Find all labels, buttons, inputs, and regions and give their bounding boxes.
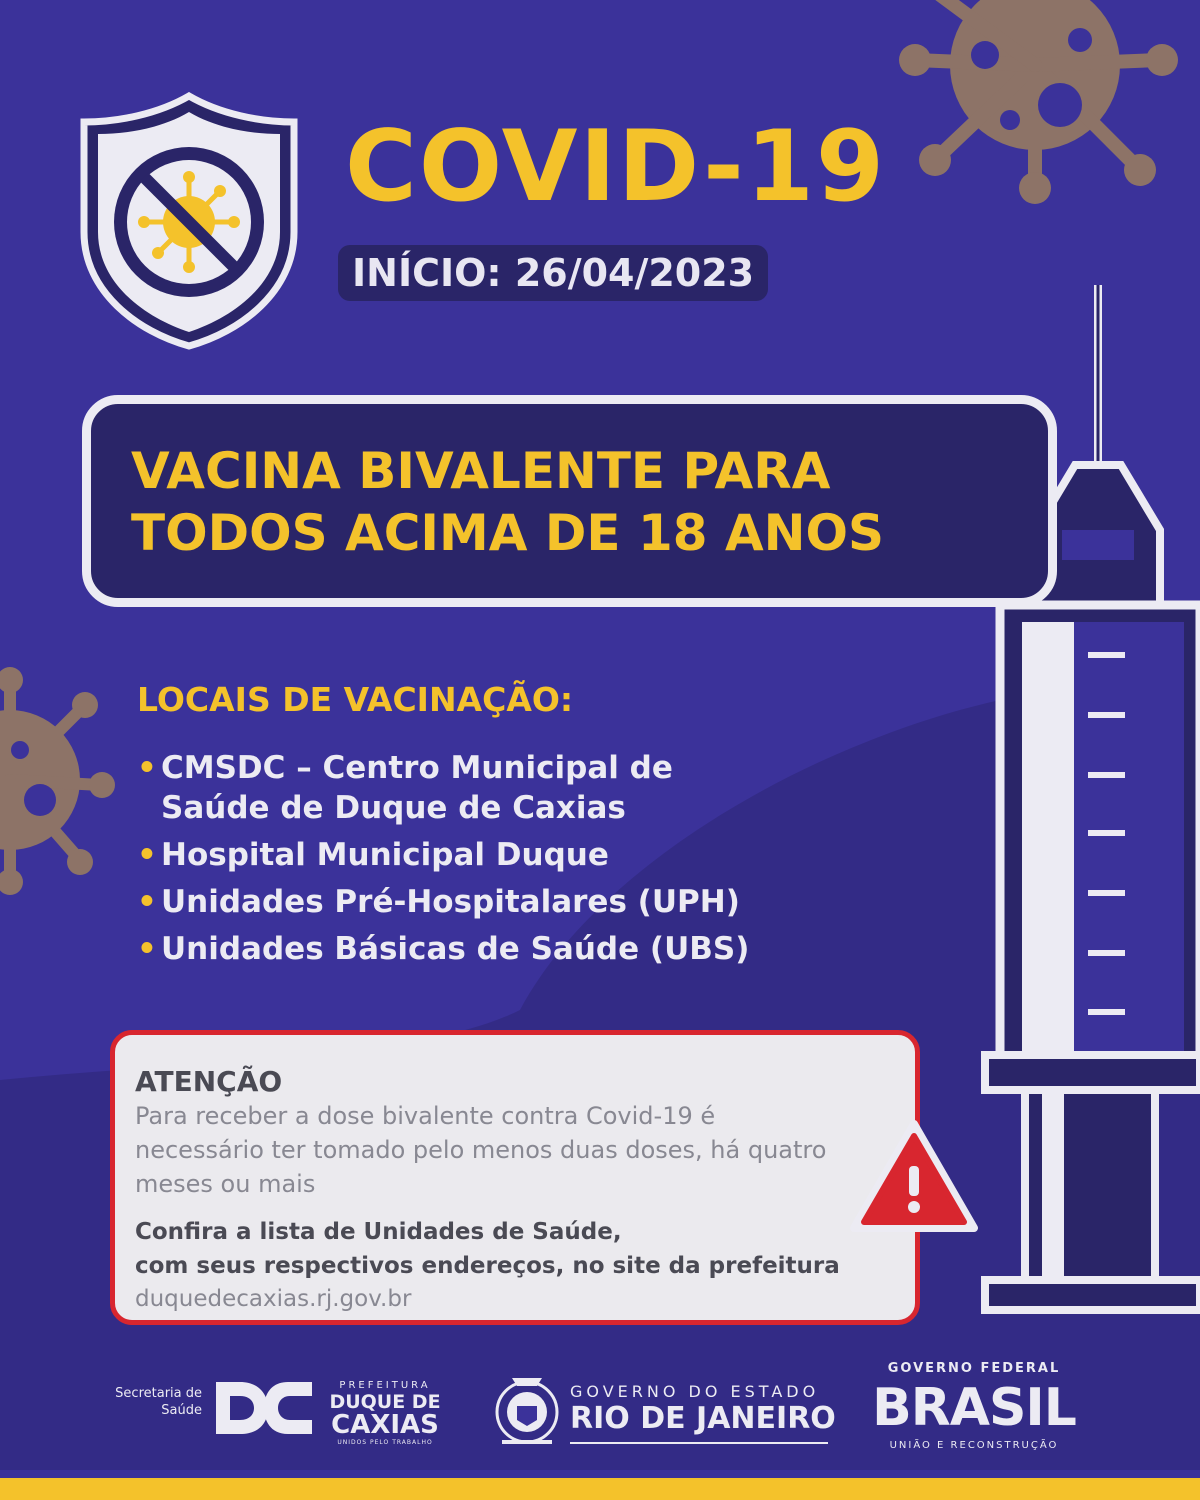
list-item: • Hospital Municipal Duque xyxy=(137,837,609,873)
list-item: • Unidades Pré-Hospitalares (UPH) xyxy=(137,884,740,920)
virus-left xyxy=(0,667,115,895)
rio-de-janeiro-coat-of-arms-icon xyxy=(492,1372,562,1452)
footer-yellow-strip xyxy=(0,1478,1200,1500)
check-list-line-2: com seus respectivos endereços, no site da prefeitura xyxy=(135,1253,840,1279)
start-date-badge xyxy=(338,245,768,301)
locations-list xyxy=(137,748,777,976)
headline-box xyxy=(82,395,1057,607)
page-title: COVID-19 xyxy=(345,110,887,224)
list-item: • CMSDC – Centro Municipal de Saúde de Duque de Caxias xyxy=(137,750,673,826)
divider xyxy=(570,1442,828,1444)
attention-text: Para receber a dose bivalente contra Covid-19 é necessário ter tomado pelo menos duas doses, há quatro meses ou mais xyxy=(135,1102,827,1198)
attention-box xyxy=(110,1030,920,1325)
governo-federal-logo: GOVERNO FEDERAL BRASIL UNIÃO E RECONSTRUÇÃO xyxy=(872,1361,1076,1451)
shield-virus-blocked-icon xyxy=(78,92,300,350)
prefeitura-logo: PREFEITURA DUQUE DE CAXIAS UNIDOS PELO TRABALHO xyxy=(329,1380,441,1446)
warning-icon xyxy=(850,1118,978,1234)
secretaria-saude-label: Secretaria de Saúde xyxy=(115,1386,202,1418)
check-list-line-1: Confira a lista de Unidades de Saúde, xyxy=(135,1219,622,1245)
headline-line-1: VACINA BIVALENTE PARA xyxy=(131,442,831,500)
attention-heading: ATENÇÃO xyxy=(135,1065,283,1098)
locations-title: LOCAIS DE VACINAÇÃO: xyxy=(137,680,574,719)
website-link[interactable]: duquedecaxias.rj.gov.br xyxy=(135,1286,412,1312)
start-date-text: INÍCIO: 26/04/2023 xyxy=(352,251,755,295)
dc-logo xyxy=(212,1378,316,1438)
governo-estado-logo: GOVERNO DO ESTADO RIO DE JANEIRO xyxy=(570,1382,832,1444)
headline-line-2: TODOS ACIMA DE 18 ANOS xyxy=(131,504,885,562)
list-item: • Unidades Básicas de Saúde (UBS) xyxy=(137,931,750,967)
